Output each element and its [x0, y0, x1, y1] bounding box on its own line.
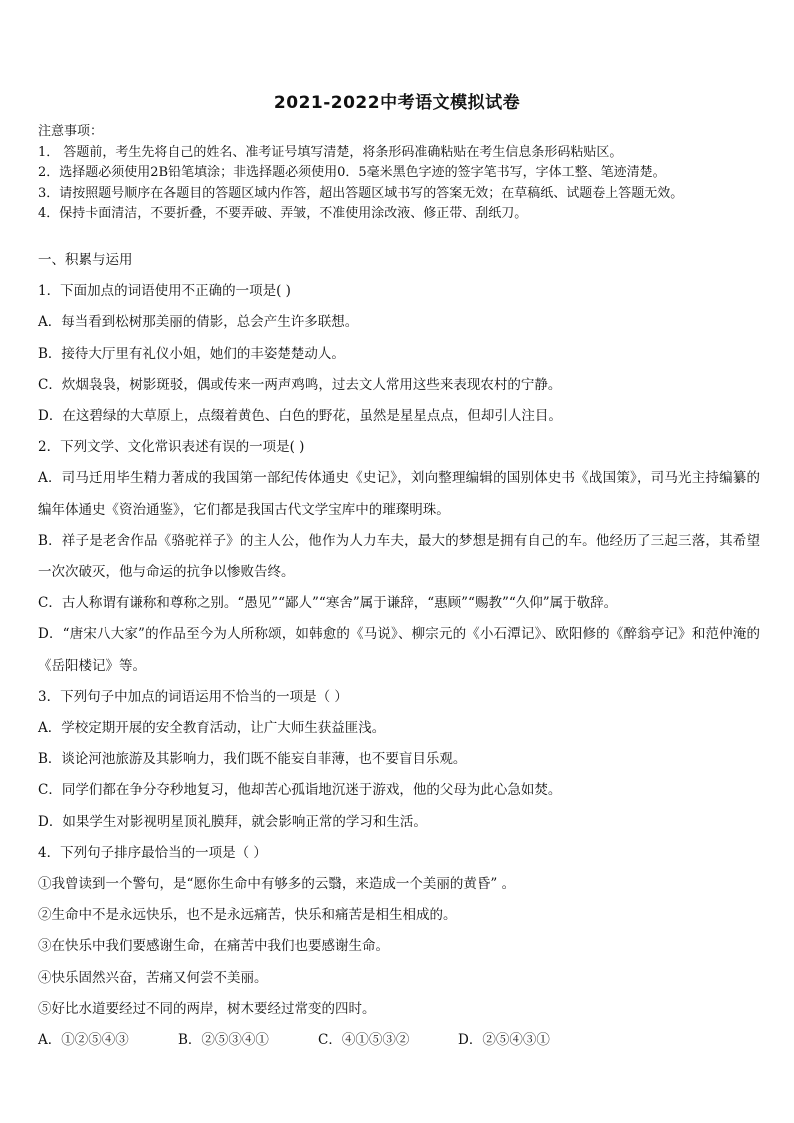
sentence-4: ④快乐固然兴奋，苦痛又何尝不美丽。: [38, 969, 268, 986]
option-c: C．同学们都在争分夺秒地复习，他却苦心孤诣地沉迷于游戏，他的父母为此心急如焚。: [38, 782, 562, 799]
exam-content: [38, 245, 760, 1056]
notice-heading: 注意事项：: [38, 124, 104, 139]
question-1: [38, 276, 760, 432]
section-heading: 一、积累与运用: [38, 252, 133, 268]
question-4: [38, 838, 760, 1056]
page-title: 2021-2022中考语文模拟试卷: [273, 93, 521, 113]
sentence-5: ⑤好比水道要经过不同的两岸，树木要经过常变的四时。: [38, 1000, 376, 1017]
choice-c: C．④①⑤③②: [318, 1032, 410, 1049]
option-b: B．接待大厅里有礼仪小姐，她们的丰姿楚楚动人。: [38, 345, 345, 362]
option-d: D．“唐宋八大家”的作品至今为人所称颂，如韩愈的《马说》、柳宗元的《小石潭记》、欧阳修的《醉翁亭记》和范仲淹的《岳阳楼记》等。: [38, 626, 760, 674]
question-2: [38, 432, 760, 682]
choice-d: D．②⑤④③①: [458, 1032, 550, 1049]
option-a: A．每当看到松树那美丽的倩影，总会产生许多联想。: [38, 314, 359, 331]
choice-b: B．②⑤③④①: [178, 1032, 269, 1049]
choice-row: [38, 1025, 760, 1056]
sentence-1: ①我曾读到一个警句，是“愿你生命中有够多的云翳，来造成一个美丽的黄昏” 。: [38, 876, 516, 893]
option-b: B．祥子是老舍作品《骆驼祥子》的主人公，他作为人力车夫，最大的梦想是拥有自己的车。他经历了三起三落，其希望一次次破灭，他与命运的抗争以惨败告终。: [38, 532, 760, 581]
notice-item: 3．请按照题号顺序在各题目的答题区域内作答，超出答题区域书写的答案无效；在草稿纸、试题卷上答题无效。: [38, 185, 684, 201]
sentence-2: ②生命中不是永远快乐，也不是永远痛苦，快乐和痛苦是相生相成的。: [38, 907, 457, 924]
notice-item: 2．选择题必须使用2B铅笔填涂；非选择题必须使用0．5毫米黑色字迹的签字笔书写，字体工整、笔迹清楚。: [38, 165, 666, 180]
question-stem: 3．下列句子中加点的词语运用不恰当的一项是（ ）: [38, 688, 348, 705]
option-d: D．在这碧绿的大草原上，点缀着黄色、白色的野花，虽然是星星点点，但却引人注目。: [38, 408, 562, 425]
notice-item: 1． 答题前，考生先将自己的姓名、准考证号填写清楚，将条形码准确粘贴在考生信息条形码粘贴区。: [38, 144, 623, 160]
sentence-3: ③在快乐中我们要感谢生命，在痛苦中我们也要感谢生命。: [38, 938, 389, 955]
question-3: [38, 682, 760, 838]
question-stem: 2．下列文学、文化常识表述有误的一项是( ): [38, 439, 305, 456]
option-c: C．炊烟袅袅，树影斑驳，偶或传来一两声鸡鸣，过去文人常用这些来表现农村的宁静。: [38, 376, 562, 393]
question-stem: 4．下列句子排序最恰当的一项是（ ）: [38, 844, 267, 861]
option-a: A．学校定期开展的安全教育活动，让广大师生获益匪浅。: [38, 720, 386, 737]
notice-item: 4．保持卡面清洁，不要折叠，不要弄破、弄皱，不准使用涂改液、修正带、刮纸刀。: [38, 206, 528, 221]
option-a: A．司马迁用毕生精力著成的我国第一部纪传体通史《史记》，刘向整理编辑的国别体史书《战国策》，司马光主持编纂的编年体通史《资治通鉴》，它们都是我国古代文学宝库中的璀璨明珠。: [38, 470, 760, 518]
choice-a: A．①②⑤④③: [38, 1032, 129, 1049]
option-b: B．谈论河池旅游及其影响力，我们既不能妄自菲薄，也不要盲目乐观。: [38, 751, 467, 768]
question-stem: 1．下面加点的词语使用不正确的一项是( ): [38, 283, 291, 300]
notice-block: [38, 122, 758, 225]
option-d: D．如果学生对影视明星顶礼膜拜，就会影响正常的学习和生活。: [38, 813, 427, 830]
option-c: C．古人称谓有谦称和尊称之别。“愚见”“鄙人”“寒舍”属于谦辞，“惠顾”“赐教”“久仰”属于敬辞。: [38, 595, 618, 612]
